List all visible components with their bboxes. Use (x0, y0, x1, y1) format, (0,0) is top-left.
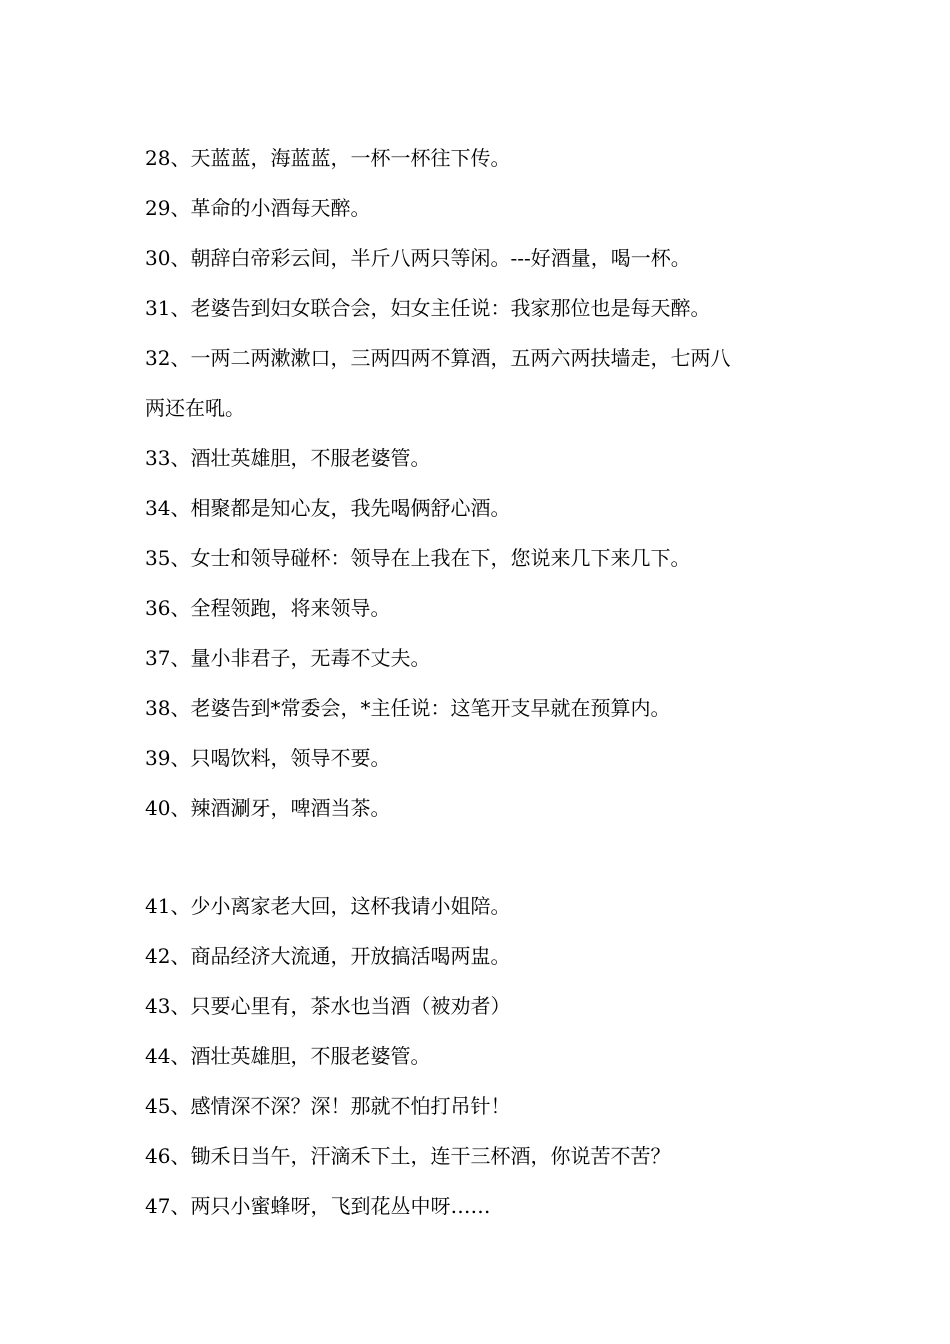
text-line: 40、辣酒涮牙，啤酒当茶。 (145, 796, 391, 820)
text-line: 36、全程领跑，将来领导。 (145, 596, 391, 620)
text-line: 两还在吼。 (145, 396, 245, 420)
paragraph-gap (145, 833, 825, 881)
text-line: 29、革命的小酒每天醉。 (145, 196, 371, 220)
text-line: 37、量小非君子，无毒不丈夫。 (145, 646, 431, 670)
text-line: 31、老婆告到妇女联合会，妇女主任说：我家那位也是每天醉。 (145, 296, 711, 320)
text-line: 35、女士和领导碰杯：领导在上我在下，您说来几下来几下。 (145, 546, 691, 570)
text-line: 43、只要心里有，茶水也当酒（被劝者） (145, 994, 511, 1018)
text-line: 32、一两二两漱漱口，三两四两不算酒，五两六两扶墙走，七两八 (145, 346, 731, 370)
text-line: 33、酒壮英雄胆，不服老婆管。 (145, 446, 431, 470)
text-line: 44、酒壮英雄胆，不服老婆管。 (145, 1044, 431, 1068)
text-line: 34、相聚都是知心友，我先喝俩舒心酒。 (145, 496, 511, 520)
text-line: 42、商品经济大流通，开放搞活喝两盅。 (145, 944, 511, 968)
text-line: 45、感情深不深？深！那就不怕打吊针！ (145, 1094, 511, 1118)
text-line: 39、只喝饮料，领导不要。 (145, 746, 391, 770)
text-line: 38、老婆告到*常委会，*主任说：这笔开支早就在预算内。 (145, 696, 671, 720)
text-line: 46、锄禾日当午，汗滴禾下土，连干三杯酒，你说苦不苦？ (145, 1144, 671, 1168)
text-line: 47、两只小蜜蜂呀，飞到花丛中呀…… (145, 1194, 491, 1218)
text-line: 30、朝辞白帝彩云间，半斤八两只等闲。---好酒量，喝一杯。 (145, 246, 691, 270)
text-line: 28、天蓝蓝，海蓝蓝，一杯一杯往下传。 (145, 146, 511, 170)
document-body (145, 133, 825, 1231)
text-line: 41、少小离家老大回，这杯我请小姐陪。 (145, 894, 511, 918)
